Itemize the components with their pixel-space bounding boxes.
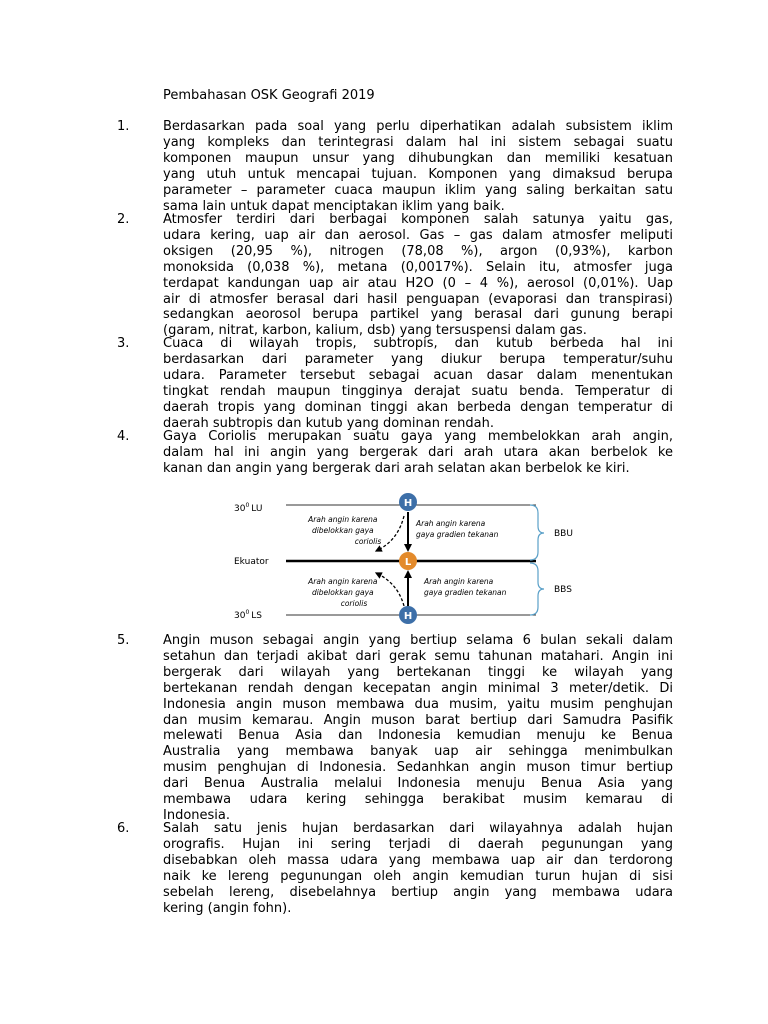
degree-mark: 0	[245, 609, 250, 616]
text-line: Berdasarkan pada soal yang perlu diperhatikan adalah subsistem iklim	[163, 119, 673, 134]
bbs-label: BBS	[554, 585, 572, 595]
text-line: (garam, nitrat, karbon, kalium, dsb) yang tersuspensi dalam gas.	[163, 323, 587, 339]
item-text	[163, 119, 673, 214]
text-line: daerah subtropis dan kutub yang dominan rendah.	[163, 415, 494, 431]
text-line: Atmosfer terdiri dari berbagai komponen salah satunya yaitu gas,	[163, 212, 673, 227]
item-number: 4.	[117, 429, 130, 444]
north-coriolis-arrow	[378, 516, 404, 550]
text-line: yang kompleks dan terintegrasi dalam hal ini sistem sebagai suatu	[163, 134, 673, 150]
item-number: 6.	[117, 821, 130, 836]
text-line: Indonesia.	[163, 807, 230, 823]
item-text	[163, 821, 673, 916]
text-line: dan musim kemarau. Angin muson barat bertiup dari Samudra Pasifik	[163, 712, 673, 728]
text-line: monoksida (0,038 %), metana (0,0017%). Selain itu, atmosfer juga	[163, 259, 673, 275]
text-line: dalam hal ini angin yang bergerak dari arah utara akan berbelok ke	[163, 444, 673, 460]
text-line: komponen maupun unsur yang dihubungkan dan memiliki kesatuan	[163, 150, 673, 166]
text-line: melewati Benua Asia dan Indonesia kemudian menuju ke Benua	[163, 728, 673, 744]
item-number: 2.	[117, 212, 130, 227]
coriolis-diagram-svg	[228, 488, 580, 624]
text-line: Cuaca di wilayah tropis, subtropis, dan kutub berbeda hal ini	[163, 336, 673, 351]
item-number: 1.	[117, 119, 130, 134]
coriolis-diagram	[228, 488, 580, 624]
text-line: kering (angin fohn).	[163, 900, 292, 916]
south-gradient-caption	[423, 577, 507, 597]
caption-line: Arah angin karena	[424, 577, 494, 586]
text-line: yang utuh untuk mencapai tujuan. Komponen yang dimaksud berupa	[163, 166, 673, 182]
lat-south-value: 30	[234, 611, 246, 621]
text-line: bertekanan rendah dengan kecepatan angin minimal 3 meter/detik. Di	[163, 680, 673, 696]
item-text	[163, 633, 673, 824]
text-line: Indonesia angin muson membawa dua musim, yaitu musim penghujan	[163, 696, 673, 712]
item-text	[163, 336, 673, 431]
text-line: air di atmosfer berasal dari hasil penguapan (evaporasi dan transpirasi)	[163, 291, 673, 307]
text-line: sama lain untuk dapat menciptakan iklim yang baik.	[163, 198, 505, 214]
text-line: oksigen (20,95 %), nitrogen (78,08 %), argon (0,93%), karbon	[163, 243, 673, 259]
caption-line: dibelokkan gaya	[311, 526, 374, 535]
bbs-bracket	[530, 563, 544, 615]
item-number: 3.	[117, 336, 130, 351]
text-line: udara. Parameter tersebut sebagai acuan dasar dalam menentukan	[163, 367, 673, 383]
lat-north-value: 30	[234, 504, 246, 514]
document-title: Pembahasan OSK Geografi 2019	[163, 88, 375, 103]
text-line: kanan dan angin yang bergerak dari arah selatan akan berbelok ke kiri.	[163, 460, 630, 476]
equator-label: Ekuator	[234, 557, 269, 567]
text-line: orografis. Hujan ini sering terjadi di daerah pegunungan yang	[163, 836, 673, 852]
caption-line: gaya gradien tekanan	[424, 588, 507, 597]
text-line: tingkat rendah maupun tingginya derajat suatu benda. Temperatur di	[163, 383, 673, 399]
lat-north-label	[234, 502, 262, 514]
degree-mark: 0	[245, 502, 250, 509]
text-line: Angin muson sebagai angin yang bertiup selama 6 bulan sekali dalam	[163, 633, 673, 648]
text-line: terdapat kandungan uap air atau H2O (0 – 4 %), aerosol (0,01%). Uap	[163, 275, 673, 291]
caption-line: Arah angin karena	[308, 515, 378, 524]
caption-line: coriolis	[340, 599, 368, 608]
text-line: berdasarkan dari parameter yang diukur berupa temperatur/suhu	[163, 351, 673, 367]
text-line: sebelah lereng, disebelahnya bertiup angin yang membawa udara	[163, 884, 673, 900]
text-line: Salah satu jenis hujan berdasarkan dari wilayahnya adalah hujan	[163, 821, 673, 836]
text-line: daerah tropis yang dominan tinggi akan berbeda dengan temperatur di	[163, 399, 673, 415]
text-line: parameter – parameter cuaca maupun iklim yang saling berkaitan satu	[163, 182, 673, 198]
caption-line: Arah angin karena	[308, 577, 378, 586]
lat-north-suffix: LU	[251, 504, 263, 514]
lat-south-suffix: LS	[251, 611, 263, 621]
text-line: disebabkan oleh massa udara yang membawa uap air dan terdorong	[163, 852, 673, 868]
text-line: Australia yang membawa banyak uap air sehingga menimbulkan	[163, 744, 673, 760]
south-coriolis-caption	[307, 577, 380, 608]
bbu-bracket	[530, 505, 544, 560]
item-text	[163, 429, 673, 477]
text-line: dari Benua Australia melalui Indonesia menuju Benua Asia yang	[163, 776, 673, 792]
text-line: sedangkan aeorosol berupa partikel yang berasal dari gunung berapi	[163, 307, 673, 323]
north-gradient-caption	[415, 519, 499, 539]
south-coriolis-arrow	[378, 574, 404, 606]
low-pressure-label: L	[404, 557, 412, 568]
item-text	[163, 212, 673, 339]
caption-line: gaya gradien tekanan	[416, 530, 499, 539]
text-line: udara kering, uap air dan aerosol. Gas – gas dalam atmosfer meliputi	[163, 227, 673, 243]
caption-line: coriolis	[354, 537, 382, 546]
caption-line: Arah angin karena	[416, 519, 486, 528]
bbu-label: BBU	[554, 529, 573, 539]
high-pressure-north-label: H	[403, 498, 413, 509]
item-number: 5.	[117, 633, 130, 648]
caption-line: dibelokkan gaya	[311, 588, 374, 597]
text-line: naik ke lereng pegunungan oleh angin kemudian turun hujan di sisi	[163, 868, 673, 884]
text-line: bergerak dari wilayah yang bertekanan tinggi ke wilayah yang	[163, 664, 673, 680]
text-line: musim penghujan di Indonesia. Sedanhkan angin muson timur bertiup	[163, 760, 673, 776]
text-line: membawa udara kering sehingga berakibat musim kemarau di	[163, 792, 673, 808]
high-pressure-south-label: H	[403, 611, 413, 622]
text-line: setahun dan terjadi akibat dari gerak semu tahunan matahari. Angin ini	[163, 648, 673, 664]
lat-south-label	[234, 609, 262, 621]
north-coriolis-caption	[307, 515, 381, 546]
text-line: Gaya Coriolis merupakan suatu gaya yang membelokkan arah angin,	[163, 429, 673, 444]
